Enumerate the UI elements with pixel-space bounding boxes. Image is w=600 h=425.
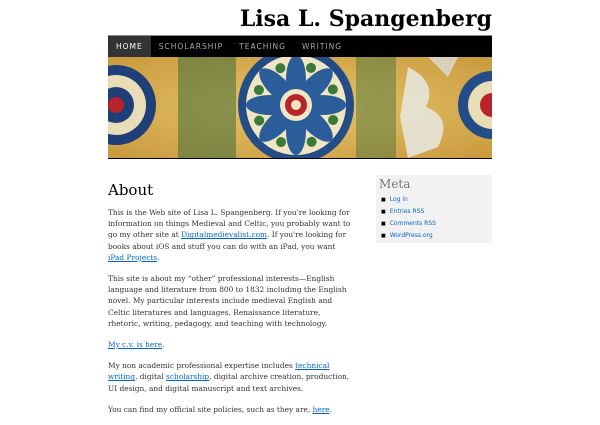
comments-rss-link[interactable]: Comments RSS — [389, 220, 436, 227]
site-title[interactable]: Lisa L. Spangenberg — [239, 6, 492, 32]
expertise-text-3: , digital archive creation, production, UI design, and digital manuscript and text archives. — [108, 372, 350, 393]
cv-paragraph — [108, 339, 353, 350]
list-item — [381, 206, 492, 218]
scholarship-link[interactable]: scholarship — [166, 372, 210, 382]
wordpress-org-link[interactable]: WordPress.org — [389, 232, 433, 239]
bullet-icon: ■ — [381, 197, 386, 203]
intro-paragraph — [108, 207, 353, 263]
nav-item-writing[interactable]: WRITING — [301, 42, 343, 51]
cv-text-end: . — [162, 340, 165, 350]
bullet-icon: ■ — [381, 209, 386, 215]
policies-paragraph — [108, 404, 353, 415]
expertise-text-1: My non academic professional expertise includes — [108, 361, 296, 371]
sidebar-heading: Meta — [379, 177, 411, 191]
meta-links-list — [376, 194, 492, 242]
intro-text-1: This is the Web site of Lisa L. Spangenberg. If you're looking for information on things Medieval and Celtic, you probably want to go my other site at — [108, 208, 351, 240]
main-content — [108, 182, 353, 425]
interests-paragraph: This site is about my “other” professional interests—English language and literature from 800 to 1832 including the English novel. My particular interests include medieval English and Celtic literatures and languages, Renaissance literature, rhetoric, writing, pedagogy, and teaching with technology. — [108, 274, 347, 328]
banner-divider — [108, 158, 492, 159]
list-item — [381, 218, 492, 230]
ipad-projects-link[interactable]: iPad Projects — [108, 252, 158, 262]
nav-item-scholarship[interactable]: SCHOLARSHIP — [158, 42, 224, 51]
expertise-text-2: , digital — [135, 372, 167, 382]
technical-writing-link[interactable]: technical writing — [108, 361, 330, 382]
tile-mosaic-graphic — [108, 57, 492, 158]
cv-link[interactable]: My c.v. is here — [108, 340, 163, 350]
login-link[interactable]: Log in — [389, 196, 408, 203]
header-banner-image — [108, 57, 492, 158]
sidebar-meta-widget — [376, 175, 492, 243]
entries-rss-link[interactable]: Entries RSS — [389, 208, 425, 215]
bullet-icon: ■ — [381, 233, 386, 239]
nav-item-home[interactable]: HOME — [108, 36, 151, 57]
nav-item-teaching[interactable]: TEACHING — [239, 42, 286, 51]
policies-here-link[interactable]: here — [312, 404, 330, 414]
policies-text-2: . — [329, 404, 332, 414]
expertise-paragraph — [108, 360, 353, 394]
policies-text-1: You can find my official site policies, such as they are, — [108, 404, 313, 414]
bullet-icon: ■ — [381, 221, 386, 227]
list-item — [381, 194, 492, 206]
intro-text-3: . — [157, 252, 160, 262]
main-nav — [108, 36, 492, 57]
intro-text-2: . If you're looking for books about iOS and stuff you can do with an iPad, you want — [108, 230, 347, 251]
page-title: About — [108, 181, 154, 199]
list-item — [381, 230, 492, 242]
digitalmedievalist-link[interactable]: Digitalmedievalist.com — [181, 230, 268, 240]
